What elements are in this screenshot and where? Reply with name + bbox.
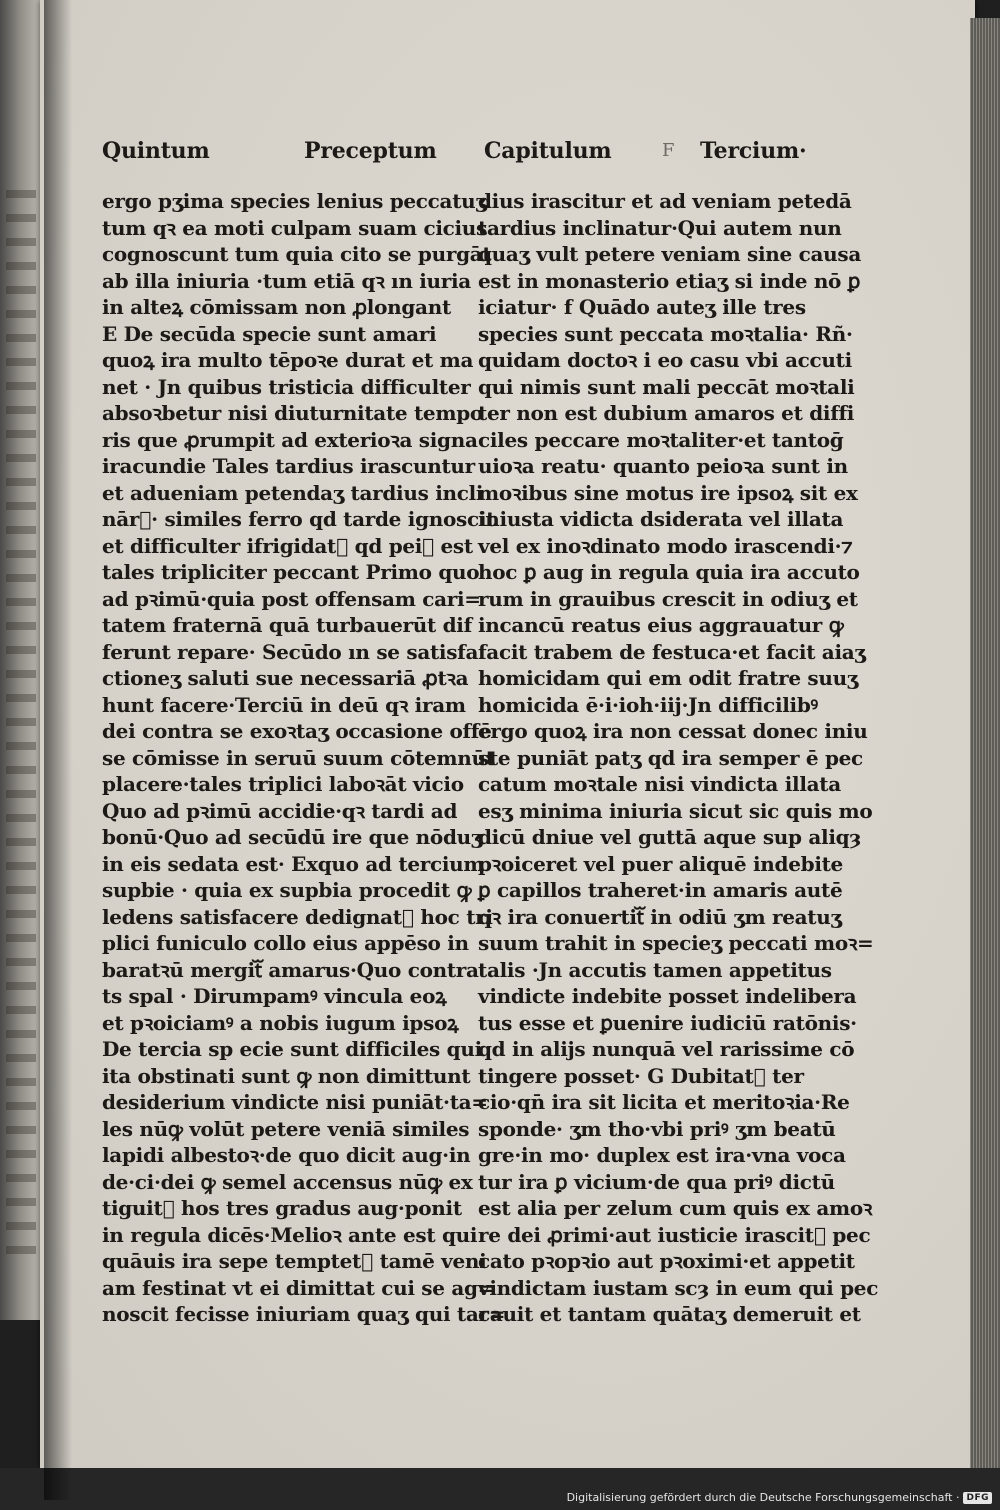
text-line: sponde· ʒm tho·vbi priꝰ ʒm beatū <box>478 1116 836 1141</box>
text-line: les nūꝙ volūt petere veniā similes <box>102 1116 470 1141</box>
text-line: nārᷓ· similes ferro qd tarde ignoscit <box>102 507 496 531</box>
text-line: quāuis ira sepe temptetᷓ tamē veni <box>102 1249 487 1273</box>
text-line: ab illa iniuria ·tum etiā qꝛ ın iuria <box>102 268 471 293</box>
text-line: tiguitᷓ hos tres gradus aug·ponit <box>102 1196 462 1220</box>
text-line: pꝛoiceret vel puer aliquē indebite <box>478 851 843 876</box>
text-line: ergo quoꝝ ira non cessat donec iniu <box>478 719 868 743</box>
text-line: plici funiculo collo eius appēso in <box>102 931 469 955</box>
text-line: ste puniāt patʒ qd ira semper ē pec <box>478 745 863 770</box>
text-line: in regula dicēs·Melioꝛ ante est qui <box>102 1222 478 1247</box>
text-line: lapidi albestoꝛ·de quo dicit aug·in <box>102 1143 471 1167</box>
text-line: tum qꝛ ea moti culpam suam cicius <box>102 215 488 240</box>
text-line: catum moꝛtale nisi vindicta illata <box>478 772 841 796</box>
text-line: tatem fraternā quā turbauerūt dif <box>102 613 472 637</box>
text-line: ꝑ capillos traheret·in amaris autē <box>478 878 843 902</box>
text-line: quoꝝ ira multo tēpoꝛe durat et ma <box>102 348 474 372</box>
text-line: cauit et tantam quātaʒ demeruit et <box>478 1302 861 1326</box>
credit-text: Digitalisierung gefördert durch die Deutsche Forschungsgemeinschaft · <box>566 1491 960 1504</box>
text-line: et pꝛoiciamꝰ a nobis iugum ipsoꝝ <box>102 1010 459 1035</box>
text-line: incancū reatus eius aggrauatur ꝙ <box>478 613 844 637</box>
text-line: tus esse et ꝑuenire iudiciū ratōnis· <box>478 1010 857 1035</box>
text-line: quidam doctoꝛ i eo casu vbi accuti <box>478 348 852 372</box>
text-line: est in monasterio etiaʒ si inde nō ꝑ <box>478 268 861 293</box>
text-line: re dei ꝓrimi·aut iusticie irascitᷓ pec <box>478 1222 871 1247</box>
text-line: iciatur· f Quādo auteʒ ille tres <box>478 295 806 319</box>
text-line: moꝛibus sine motus ire ipsoꝝ sit ex <box>478 480 858 505</box>
text-line: homicidam qui em odit fratre suuʒ <box>478 666 858 690</box>
footer-credit <box>567 1491 992 1504</box>
text-line: dicū dniue vel guttā aque sup aliqȝ <box>478 825 862 849</box>
running-head-preceptum: Preceptum <box>304 138 437 164</box>
text-line: species sunt peccata moꝛtalia· Rñ· <box>478 321 853 346</box>
text-line: ctioneʒ saluti sue necessariā ꝓtꝛa <box>102 666 469 690</box>
text-line: tur ira ꝑ vicium·de qua priꝰ dictū <box>478 1169 835 1194</box>
text-line: ts spal · Dirumpamꝰ vincula eoꝝ <box>102 984 447 1008</box>
text-line: hoc ꝑ aug in regula quia ira accuto <box>478 560 860 584</box>
text-line: quaʒ vult petere veniam sine causa <box>478 242 862 266</box>
text-line: ferunt repare· Secūdo ın se satisfa <box>102 639 479 664</box>
text-line: noscit fecisse iniuriam quaʒ qui tar= <box>102 1302 506 1326</box>
text-line: placere·tales triplici laboꝛāt vicio <box>102 772 464 796</box>
text-line: hunt facere·Terciū in deū qꝛ iram <box>102 692 466 717</box>
text-line: vel ex inoꝛdinato modo irascendi·⁊ <box>478 533 853 558</box>
text-line: cato pꝛopꝛio aut pꝛoximi·et appetit <box>478 1249 855 1273</box>
text-line: qd in alijs nunquā vel rarissime cō <box>478 1037 855 1061</box>
right-text-column <box>478 188 879 1328</box>
text-line: dius irascitur et ad veniam petedā <box>478 189 852 213</box>
text-line: suum trahit in specieʒ peccati moꝛ= <box>478 931 874 955</box>
dfg-logo: DFG <box>963 1492 992 1504</box>
left-text-column <box>102 188 506 1328</box>
text-line: supbie · quia ex supbia procedit ꝙ <box>102 878 472 902</box>
text-line: talis ·Jn accutis tamen appetitus <box>478 957 832 982</box>
text-line: tingere posset· G Dubitatᷓ ter <box>478 1063 804 1088</box>
text-line: uioꝛa reatu· quanto peioꝛa sunt in <box>478 454 848 478</box>
text-line: dei contra se exoꝛtaʒ occasione offē <box>102 719 492 743</box>
previous-page-text-ghost <box>6 190 36 1270</box>
text-line: cognoscunt tum quia cito se purgāt <box>102 242 492 266</box>
text-line: vindictam iustam scȝ in eum qui pec <box>478 1275 879 1300</box>
text-line: ris que ꝓrumpit ad exterioꝛa signa <box>102 427 478 452</box>
text-line: ergo pʒima species lenius peccatuʒ <box>102 189 487 213</box>
text-line: tardius inclinatur·Qui autem nun <box>478 215 842 240</box>
text-line: ter non est dubium amaros et diffi <box>478 401 855 425</box>
text-line: baratꝛū mergitᷓ amarus·Quo contra <box>102 957 479 982</box>
text-line: De tercia sp ecie sunt difficiles qui <box>102 1037 482 1061</box>
text-line: bonū·Quo ad secūdū ire que nōduʒ <box>102 825 482 849</box>
running-head-tercium: Tercium· <box>700 138 807 164</box>
text-line: de·ci·dei ꝙ semel accensus nūꝙ ex <box>102 1169 473 1194</box>
text-line: homicida ē·i·ioh·iij·Jn difficilibꝰ <box>478 692 818 717</box>
text-line: vindicte indebite posset indelibera <box>478 984 857 1008</box>
text-line: se cōmisse in seruū suum cōtemnūt <box>102 745 495 770</box>
text-line: in alteꝝ cōmissam non ꝓlongant <box>102 295 451 319</box>
bottom-band <box>0 1468 1000 1510</box>
running-head-mark: F <box>662 140 675 161</box>
running-head-quintum: Quintum <box>102 138 210 164</box>
text-line: qꝛ ira conuertitᷓ in odiū ʒm reatuʒ <box>478 904 842 929</box>
text-line: qui nimis sunt mali peccāt moꝛtali <box>478 374 855 399</box>
text-line: et adueniam petendaʒ tardius incli <box>102 480 484 505</box>
text-line: et difficulter ifrigidatᷓ qd peiꝰ est <box>102 533 473 558</box>
text-line: ad pꝛimū·quia post offensam cari= <box>102 586 481 611</box>
text-line: ciles peccare moꝛtaliter·et tantoḡ <box>478 427 844 452</box>
text-line: esʒ minima iniuria sicut sic quis mo <box>478 798 873 823</box>
text-line: in eis sedata est· Exquo ad tercium <box>102 851 485 876</box>
running-head-capitulum: Capitulum <box>484 138 612 164</box>
text-line: iracundie Tales tardius irascuntur <box>102 454 475 478</box>
text-line: net · Jn quibus tristicia difficulter <box>102 374 471 399</box>
text-line: E De secūda specie sunt amari <box>102 321 437 346</box>
text-line: facit trabem de festuca·et facit aiaʒ <box>478 639 866 664</box>
text-line: ita obstinati sunt ꝙ non dimittunt <box>102 1063 471 1088</box>
text-line: Quo ad pꝛimū accidie·qꝛ tardi ad <box>102 798 458 823</box>
text-line: cio·qn̄ ira sit licita et meritoꝛia·Re <box>478 1090 850 1114</box>
text-line: absoꝛbetur nisi diuturnitate tempo <box>102 401 483 425</box>
text-line: est alia per zelum cum quis ex amoꝛ <box>478 1196 873 1220</box>
spine-shadow <box>44 0 72 1500</box>
text-line: iniusta vidicta dsiderata vel illata <box>478 507 844 531</box>
text-line: tales tripliciter peccant Primo quo <box>102 560 480 584</box>
text-line: am festinat vt ei dimittat cui se ag= <box>102 1275 495 1300</box>
text-line: ledens satisfacere dedignatᷓ hoc tri <box>102 904 493 929</box>
text-line: gre·in mo· duplex est ira·vna voca <box>478 1143 846 1167</box>
text-line: rum in grauibus crescit in odiuʒ et <box>478 586 858 611</box>
text-line: desiderium vindicte nisi puniāt·ta= <box>102 1090 488 1114</box>
page-stack-edge <box>970 18 1000 1468</box>
